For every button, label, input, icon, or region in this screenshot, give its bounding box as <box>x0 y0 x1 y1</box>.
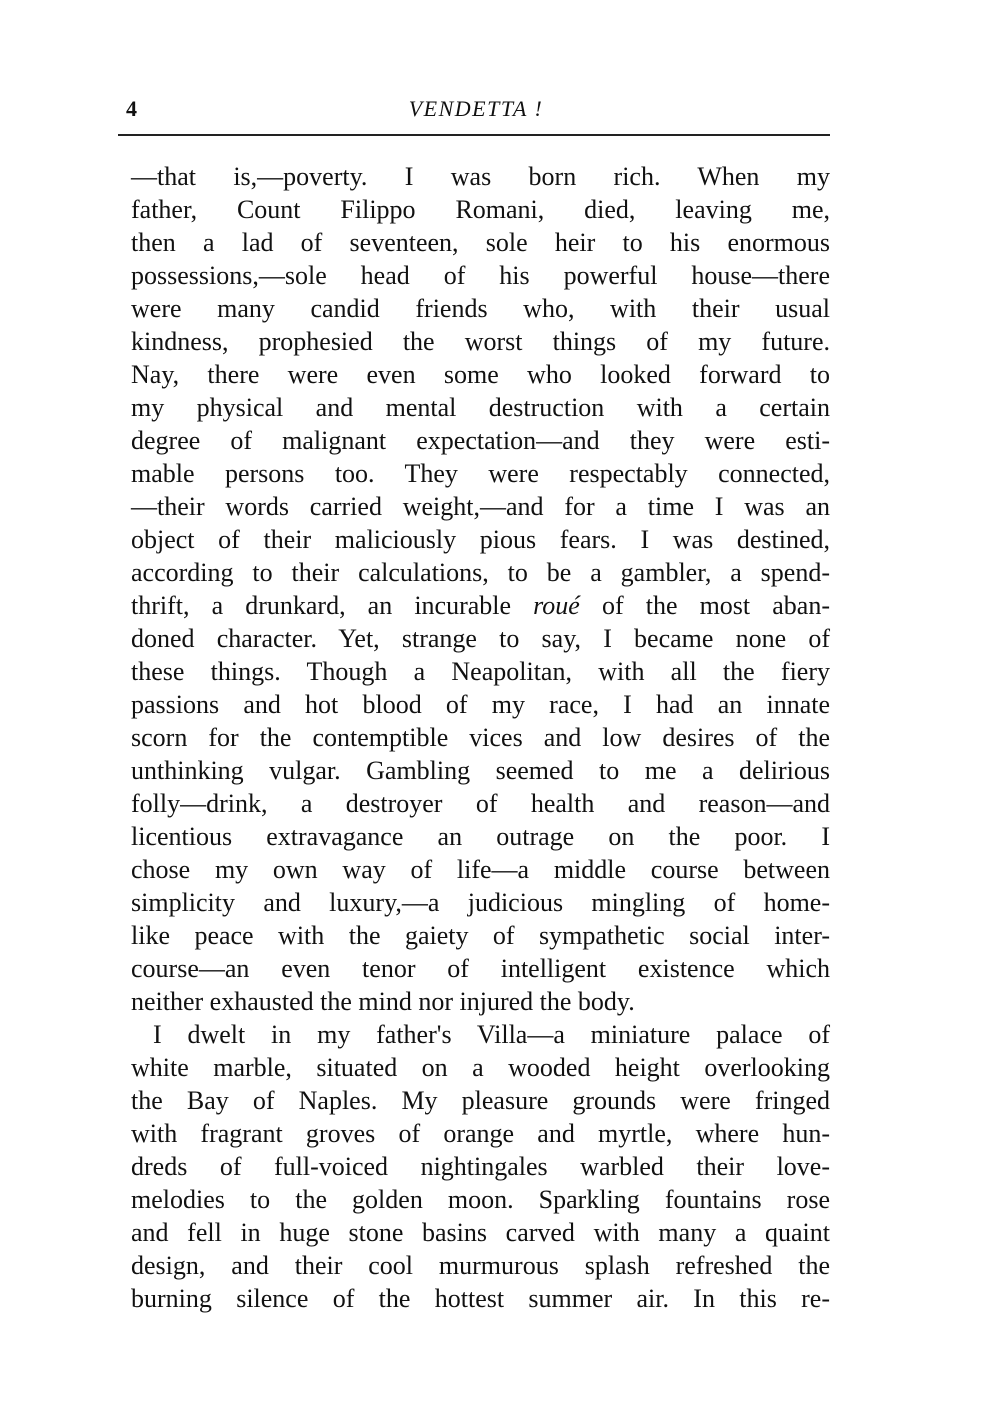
text-line: thrift, a drunkard, an incurable roué of the most aban- <box>131 591 830 620</box>
text-line: chose my own way of life—a middle course between <box>131 855 830 884</box>
page-header <box>122 96 830 126</box>
text-line: passions and hot blood of my race, I had an innate <box>131 690 830 719</box>
italic-word: roué <box>533 591 580 620</box>
text-line: mable persons too. They were respectably connected, <box>131 459 830 488</box>
text-line: neither exhausted the mind nor injured the body. <box>131 987 635 1016</box>
text-line: like peace with the gaiety of sympathetic social inter- <box>131 921 830 950</box>
text-line: design, and their cool murmurous splash refreshed the <box>131 1251 830 1280</box>
text-line: object of their maliciously pious fears. I was destined, <box>131 525 830 554</box>
text-line: burning silence of the hottest summer air. In this re- <box>131 1284 830 1313</box>
text-line: unthinking vulgar. Gambling seemed to me a delirious <box>131 756 830 785</box>
text-line: simplicity and luxury,—a judicious mingling of home- <box>131 888 830 917</box>
text-line: I dwelt in my father's Villa—a miniature palace of <box>153 1020 830 1049</box>
running-title: VENDETTA ! <box>408 96 544 121</box>
text-line: folly—drink, a destroyer of health and reason—and <box>131 789 830 818</box>
text-line: my physical and mental destruction with a certain <box>131 393 830 422</box>
text-line: Nay, there were even some who looked forward to <box>131 360 830 389</box>
page-number: 4 <box>126 96 137 121</box>
text-line: father, Count Filippo Romani, died, leaving me, <box>131 195 830 224</box>
text-line: then a lad of seventeen, sole heir to his enormous <box>131 228 830 257</box>
text-line: the Bay of Naples. My pleasure grounds were fringed <box>131 1086 830 1115</box>
text-line: white marble, situated on a wooded height overlooking <box>131 1053 830 1082</box>
paragraph-2 <box>131 1018 830 1315</box>
text-line: according to their calculations, to be a gambler, a spend- <box>131 558 830 587</box>
text-line: possessions,—sole head of his powerful house—there <box>131 261 830 290</box>
text-line: —their words carried weight,—and for a time I was an <box>131 492 830 521</box>
text-line: with fragrant groves of orange and myrtle, where hun- <box>131 1119 830 1148</box>
text-line: licentious extravagance an outrage on the poor. I <box>131 822 830 851</box>
text-line: scorn for the contemptible vices and low desires of the <box>131 723 830 752</box>
text-line: were many candid friends who, with their usual <box>131 294 830 323</box>
paragraph-1 <box>131 160 830 1018</box>
text-line: kindness, prophesied the worst things of my future. <box>131 327 830 356</box>
text-line: degree of malignant expectation—and they were esti- <box>131 426 830 455</box>
body-text <box>131 160 830 1315</box>
text-line: and fell in huge stone basins carved with many a quaint <box>131 1218 830 1247</box>
header-rule <box>118 134 830 136</box>
text-line: these things. Though a Neapolitan, with all the fiery <box>131 657 830 686</box>
text-line: course—an even tenor of intelligent existence which <box>131 954 830 983</box>
text-line: —that is,—poverty. I was born rich. When my <box>131 162 830 191</box>
text-line: dreds of full-voiced nightingales warbled their love- <box>131 1152 830 1181</box>
text-line: doned character. Yet, strange to say, I became none of <box>131 624 830 653</box>
text-line: melodies to the golden moon. Sparkling fountains rose <box>131 1185 830 1214</box>
